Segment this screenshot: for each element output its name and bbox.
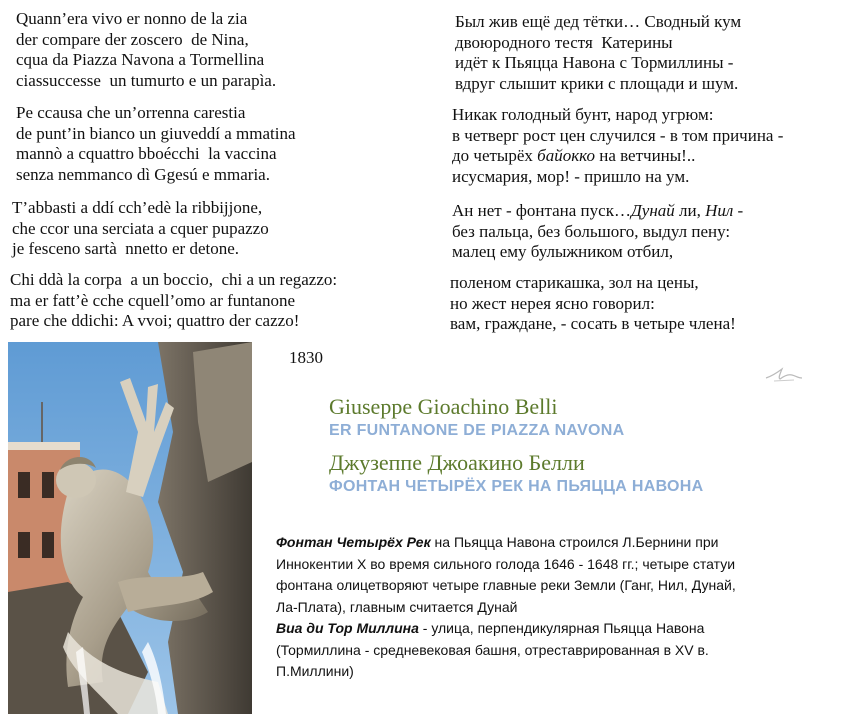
note-term-street: Виа ди Тор Миллина: [276, 620, 419, 636]
poem-it-stanza: [16, 9, 276, 91]
poem-line: Никак голодный бунт, народ угрюм:: [452, 105, 714, 124]
author-italian: Giuseppe Gioachino Belli: [329, 394, 558, 419]
poem-it-stanza: [16, 103, 296, 185]
poem-line: Chi ddà la corpa a un boccio, chi a un regazzo:: [10, 270, 338, 289]
poem-line: вдруг слышит крики с площади и шум.: [455, 73, 739, 93]
note-text-fountain: на Пьяцца Навона строился Л.Бернини при Иннокентии X во время сильного голода 1646 - 1648 гг.; четыре статуи фонтана олицетворяют четыре главные реки Земли (Ганг, Нил, Дунай, Ла-Плата), главным считается Дунай: [276, 534, 736, 615]
title-block: [329, 394, 704, 498]
poem-line: pare che ddichi: A vvoi; quattro der cazzo!: [10, 311, 300, 330]
poem-line: но жест нерея ясно говорил:: [450, 293, 655, 313]
poem-ru-stanza: [452, 105, 783, 187]
poem-ru-stanza: [455, 12, 741, 94]
note-term-fountain: Фонтан Четырёх Рек: [276, 534, 431, 550]
poem-it-stanza: [12, 198, 269, 260]
note-text-street: - улица, перпендикулярная Пьяцца Навона (Тормиллина - средневековая башня, отреставрированная в XV в. П.Миллини): [276, 620, 709, 679]
poem-ru-stanza: [450, 273, 736, 335]
italic-word: Нил: [705, 201, 734, 220]
poem-line: идёт к Пьяцца Навона с Тормиллины -: [455, 53, 734, 72]
poem-line: mannò a cquattro bboécchi la vaccina: [16, 144, 277, 163]
poem-line: в четверг рост цен случился - в том причина -: [452, 125, 784, 145]
poem-ru-stanza: [452, 201, 743, 263]
poem-line: малец ему булыжником отбил,: [452, 242, 674, 261]
fountain-statue-photo: [8, 342, 252, 714]
poem-line: до четырёх байокко на ветчины!..: [452, 146, 696, 165]
poem-line: Quann’era vivo er nonno de la zia: [16, 9, 248, 28]
poem-line: de punt’in bianco un giuveddí a mmatina: [16, 123, 296, 143]
signature-mark: [764, 366, 804, 389]
italic-word: байокко: [537, 146, 595, 165]
poem-line: Был жив ещё дед тётки… Сводный кум: [455, 12, 742, 31]
poem-line: двоюродного тестя Катерины: [455, 32, 673, 52]
poem-line: che ccor una serciata a cquer pupazzo: [12, 218, 269, 238]
poem-line: cqua da Piazza Navona a Tormellina: [16, 50, 265, 69]
poem-line: Ан нет - фонтана пуск…Дунай ли, Нил -: [452, 201, 744, 220]
italic-word: Дунай: [630, 201, 675, 220]
poem-line: der compare der zoscero de Nina,: [16, 29, 249, 49]
poem-line: T’abbasti a ddí cch’edè la ribbijjone,: [12, 198, 263, 217]
poem-line: вам, граждане, - сосать в четыре члена!: [450, 314, 736, 333]
poem-it-stanza: [10, 270, 337, 332]
poem-line: без пальца, без большого, выдул пену:: [452, 221, 731, 241]
poem-line: Pe ccausa che un’orrenna carestia: [16, 103, 246, 122]
poem-line: ciassuccesse un tumurto e un parapìa.: [16, 70, 277, 90]
author-russian: Джузеппе Джоакино Белли: [329, 450, 585, 475]
poem-line: je fesceno sartà nnetto er detone.: [12, 239, 240, 258]
poem-line: поленом старикашка, зол на цены,: [450, 273, 699, 292]
year: 1830: [289, 348, 323, 367]
poem-line: ma er fatt’è cche cquell’omo ar funtanone: [10, 290, 296, 310]
footnotes: [276, 532, 736, 683]
poem-line: исусмария, мор! - пришло на ум.: [452, 166, 690, 186]
work-title-russian: ФОНТАН ЧЕТЫРЁХ РЕК НА ПЬЯЦЦА НАВОНА: [329, 478, 704, 495]
work-title-italian: ER FUNTANONE DE PIAZZA NAVONA: [329, 422, 625, 439]
poem-line: senza nemmanco dì Ggesú e mmaria.: [16, 164, 270, 184]
